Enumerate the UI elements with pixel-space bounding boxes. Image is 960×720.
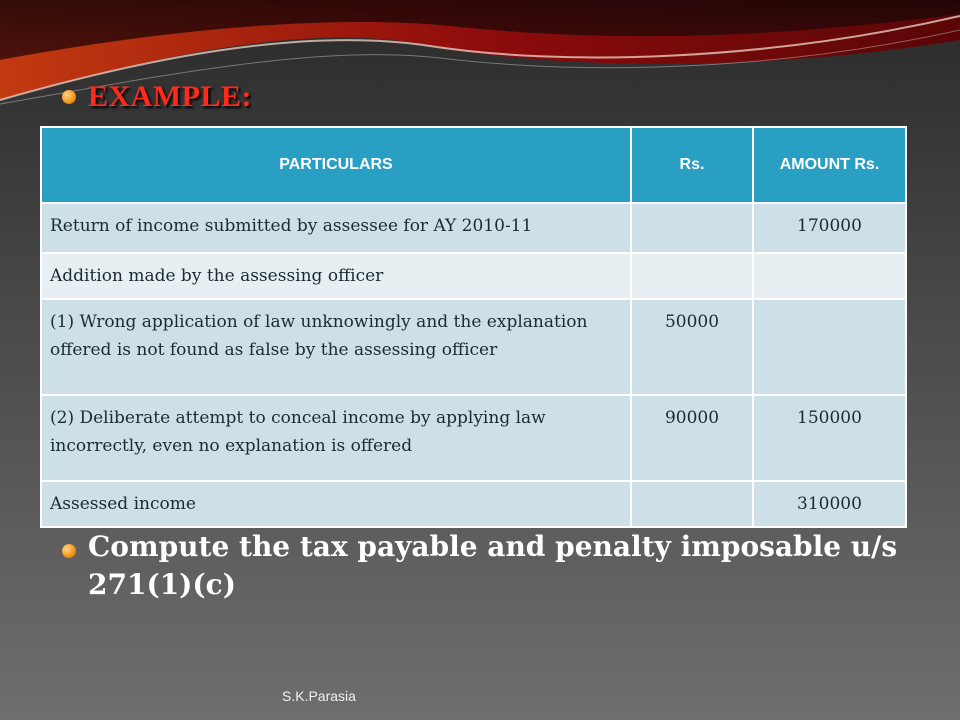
particulars-table — [40, 126, 907, 528]
cell-particulars: Return of income submitted by assessee for AY 2010-11 — [41, 203, 631, 253]
table-row — [41, 203, 906, 253]
cell-particulars: Addition made by the assessing officer — [41, 253, 631, 299]
table-row — [41, 253, 906, 299]
cell-rs: 90000 — [631, 395, 753, 481]
table-row — [41, 299, 906, 395]
cell-amount: 150000 — [753, 395, 906, 481]
table-row — [41, 395, 906, 481]
table-row — [41, 481, 906, 527]
cell-particulars: Assessed income — [41, 481, 631, 527]
bullet-icon — [62, 544, 76, 558]
cell-rs: 50000 — [631, 299, 753, 395]
bullet-icon — [62, 90, 76, 104]
cell-amount: 170000 — [753, 203, 906, 253]
cell-rs — [631, 203, 753, 253]
column-header-rs: Rs. — [631, 127, 753, 203]
heading-text: EXAMPLE: — [88, 80, 252, 113]
compute-text: Compute the tax payable and penalty imposable u/s 271(1)(c) — [88, 530, 898, 601]
example-heading — [62, 80, 252, 114]
compute-bullet — [62, 528, 922, 604]
cell-particulars: (2) Deliberate attempt to conceal income by applying law incorrectly, even no explanation is offered — [41, 395, 631, 481]
column-header-amount: AMOUNT Rs. — [753, 127, 906, 203]
footer-author: S.K.Parasia — [282, 688, 356, 704]
cell-amount: 310000 — [753, 481, 906, 527]
cell-amount — [753, 299, 906, 395]
cell-rs — [631, 253, 753, 299]
column-header-particulars: PARTICULARS — [41, 127, 631, 203]
table-header-row — [41, 127, 906, 203]
cell-particulars: (1) Wrong application of law unknowingly and the explanation offered is not found as false by the assessing officer — [41, 299, 631, 395]
cell-amount — [753, 253, 906, 299]
cell-rs — [631, 481, 753, 527]
